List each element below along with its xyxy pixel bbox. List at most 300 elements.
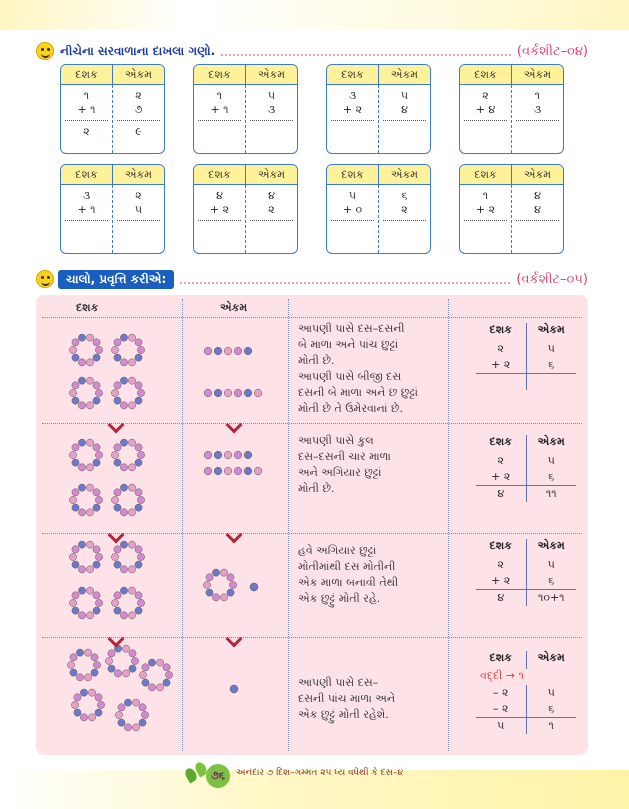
addition-table <box>193 164 298 254</box>
units-2: ૪ <box>401 103 408 116</box>
bead <box>80 714 87 721</box>
calc-tens-head: દશક <box>476 323 527 341</box>
col-tens-label: દશક <box>460 65 512 84</box>
bead <box>135 561 142 568</box>
calc-units: ૫ <box>547 558 555 571</box>
bead <box>74 694 81 701</box>
col-tens-label: દશક <box>61 65 113 84</box>
text-line: દસ–દસની ચાર માળા <box>298 450 391 463</box>
text-line: એક છુટ્ટું મોતી રહે. <box>298 592 381 605</box>
units-2: ૪ <box>534 203 541 216</box>
bead <box>86 509 93 516</box>
bead <box>137 346 144 353</box>
bead <box>93 354 100 361</box>
units-2: ૩ <box>267 103 276 116</box>
col-tens-label: દશક <box>194 165 246 184</box>
bead <box>120 359 127 366</box>
section1-title: નીચેના સરવાળાના દાખલા ગણો. <box>60 43 216 58</box>
bead <box>203 581 210 588</box>
bead <box>72 397 79 404</box>
chevron-down-icon <box>110 423 124 431</box>
units-1: ૪ <box>534 189 541 202</box>
tens-2: + ૧ <box>77 103 96 116</box>
col-units-label: એકમ <box>523 168 552 181</box>
bead <box>86 587 93 594</box>
bead <box>124 699 131 706</box>
text-line: આપણી પાસે કુલ <box>298 434 374 447</box>
bead <box>214 467 222 475</box>
text-line: આપણી પાસે દસ–દસની <box>298 322 405 335</box>
bead <box>105 657 112 664</box>
bead <box>72 489 79 496</box>
bead <box>254 389 262 397</box>
units-1: ૨ <box>135 89 142 102</box>
bead <box>142 679 149 686</box>
bead <box>214 451 222 459</box>
addition-table <box>193 64 298 154</box>
tens-1: ૧ <box>216 89 223 102</box>
bead <box>72 339 79 346</box>
calc-tens: ૪ <box>476 486 527 502</box>
bead <box>114 592 121 599</box>
bead <box>84 649 91 656</box>
calc-tens: ૨ <box>476 453 527 469</box>
bead <box>220 594 227 601</box>
bead <box>139 671 146 678</box>
bead <box>234 467 242 475</box>
tens-1: ૧ <box>83 89 90 102</box>
calc-tens <box>476 374 527 390</box>
chevron-down-icon <box>110 637 124 645</box>
calc-units: ૬ <box>548 574 555 587</box>
calc-tens-head: દશક <box>476 651 527 669</box>
calc-units <box>527 374 577 390</box>
bead <box>86 439 93 446</box>
bead <box>120 402 127 409</box>
bead <box>156 684 163 691</box>
bead <box>224 389 232 397</box>
bead <box>120 587 127 594</box>
smiley-icon <box>36 270 54 288</box>
tens-1: ૧ <box>482 189 489 202</box>
bead <box>70 669 77 676</box>
top-band <box>0 0 629 30</box>
section2-header <box>36 268 588 290</box>
bead <box>93 661 100 668</box>
head-units: એકમ <box>220 301 248 314</box>
bead <box>120 484 127 491</box>
bead <box>95 451 102 458</box>
bead <box>163 679 170 686</box>
bead <box>76 674 83 681</box>
bead <box>72 459 79 466</box>
bead <box>128 439 135 446</box>
bead <box>165 671 172 678</box>
bead <box>95 346 102 353</box>
bead <box>88 689 95 696</box>
col-units-label: એકમ <box>390 68 419 81</box>
bead <box>78 359 85 366</box>
calc-tens: + ૨ <box>476 469 527 485</box>
calc-units: ૧૦+૧ <box>537 591 565 604</box>
units-2: ૭ <box>134 103 143 116</box>
bead <box>132 699 139 706</box>
text-line: આપણી પાસે બીજી દસ <box>298 370 402 383</box>
worksheet-label-04: (વર્કશીટ–૦૪) <box>516 43 588 59</box>
units-1: ૬ <box>401 189 408 202</box>
bead <box>86 334 93 341</box>
bead <box>69 496 76 503</box>
bead <box>95 389 102 396</box>
bead <box>93 561 100 568</box>
bead <box>86 541 93 548</box>
col-units-label: એકમ <box>124 68 153 81</box>
text-line: બે માળા અને પાંચ છુટ્ટાં <box>298 338 399 351</box>
bead <box>204 347 212 355</box>
text-line: આપણી પાસે દસ– <box>298 676 379 689</box>
bead <box>214 389 222 397</box>
bead <box>128 402 135 409</box>
tens-2: + ૨ <box>209 203 230 216</box>
bead <box>78 509 85 516</box>
bead <box>97 701 104 708</box>
bead <box>72 354 79 361</box>
units-2: ૩ <box>533 103 542 116</box>
bead <box>212 594 219 601</box>
text-line: એક છુટ્ટું મોતી રહેશે. <box>298 708 389 721</box>
units-1: ૫ <box>400 89 409 102</box>
activity-text <box>298 321 458 417</box>
col-units-label: એકમ <box>257 68 286 81</box>
bead <box>227 589 234 596</box>
bead <box>214 347 222 355</box>
bead <box>135 382 142 389</box>
calc-tens: ૨ <box>476 557 527 573</box>
bead <box>148 684 155 691</box>
text-line: મોતી છે તે ઉમેરવાનાં છે. <box>298 402 403 415</box>
bead <box>114 339 121 346</box>
bead <box>80 689 87 696</box>
place-value-calc <box>476 435 576 502</box>
col-tens-label: દશક <box>61 165 113 184</box>
bead <box>84 674 91 681</box>
bead <box>72 607 79 614</box>
bead <box>93 546 100 553</box>
bead <box>114 354 121 361</box>
chevron-down-icon <box>228 533 242 541</box>
col-tens-label: દશક <box>460 165 512 184</box>
tens-1: ૪ <box>216 189 223 202</box>
calc-units-head: એકમ <box>537 539 565 552</box>
bead <box>70 654 77 661</box>
addition-table <box>326 164 431 254</box>
tens-2: + ૧ <box>77 203 96 216</box>
place-value-calc <box>476 323 576 390</box>
bead <box>128 566 135 573</box>
bead <box>78 566 85 573</box>
section1-header <box>36 40 588 62</box>
bead <box>114 444 121 451</box>
bead <box>91 669 98 676</box>
bead <box>141 711 148 718</box>
calc-tens: + ૨ <box>476 357 527 373</box>
calc-units: ૧૧ <box>545 487 557 500</box>
bead <box>135 504 142 511</box>
bead <box>206 589 213 596</box>
chevron-down-icon <box>110 533 124 541</box>
bead <box>128 541 135 548</box>
tens-2: + ૪ <box>475 103 496 116</box>
calc-units: ૧ <box>548 719 554 732</box>
calc-units: ૫ <box>547 686 555 699</box>
head-tens: દશક <box>76 301 99 314</box>
tens-1: ૩ <box>82 189 91 202</box>
bead <box>229 581 236 588</box>
bead <box>93 607 100 614</box>
bead <box>86 566 93 573</box>
bead <box>139 704 146 711</box>
bead <box>78 587 85 594</box>
text-line: એક માળા બનાવી તેથી <box>298 576 399 589</box>
tens-2: + ૨ <box>475 203 496 216</box>
bead <box>132 724 139 731</box>
bead <box>148 659 155 666</box>
calc-units: ૬ <box>548 702 555 715</box>
bead <box>135 607 142 614</box>
tens-answer[interactable]: ૨ <box>83 125 90 138</box>
bead <box>163 664 170 671</box>
bead <box>212 569 219 576</box>
bead <box>72 504 79 511</box>
bead <box>156 659 163 666</box>
bead <box>111 346 118 353</box>
bead <box>72 444 79 451</box>
chevron-down-icon <box>228 637 242 645</box>
chevron-down-icon <box>228 423 242 431</box>
bead <box>137 599 144 606</box>
bead <box>114 382 121 389</box>
bead <box>69 346 76 353</box>
bead <box>88 714 95 721</box>
bead <box>250 583 258 591</box>
bead <box>224 347 232 355</box>
bead <box>135 339 142 346</box>
bead <box>114 459 121 466</box>
activity-panel <box>36 295 588 755</box>
units-1: ૨ <box>135 189 142 202</box>
bead <box>93 489 100 496</box>
bead <box>93 382 100 389</box>
bead <box>95 553 102 560</box>
tens-1: ૩ <box>348 89 357 102</box>
bead <box>131 657 138 664</box>
calc-units: ૫ <box>547 342 555 355</box>
bead <box>86 484 93 491</box>
calc-tens: ૨ <box>476 341 527 357</box>
bead <box>114 489 121 496</box>
units-2: ૫ <box>134 203 143 216</box>
bead <box>135 592 142 599</box>
bead <box>95 496 102 503</box>
bead <box>254 467 262 475</box>
col-tens-label: દશક <box>327 65 379 84</box>
bead <box>230 685 238 693</box>
bead <box>72 592 79 599</box>
bead <box>224 451 232 459</box>
bead <box>234 451 242 459</box>
calc-units-head: એકમ <box>537 651 565 664</box>
bead <box>115 711 122 718</box>
calc-units-head: એકમ <box>537 323 565 336</box>
bead <box>114 670 121 677</box>
bead <box>69 553 76 560</box>
bead <box>120 541 127 548</box>
tens-1: ૫ <box>348 189 357 202</box>
bead <box>95 599 102 606</box>
units-2: ૨ <box>401 203 408 216</box>
bead <box>111 599 118 606</box>
col-tens-label: દશક <box>327 165 379 184</box>
bead <box>224 467 232 475</box>
bead <box>78 402 85 409</box>
place-value-calc <box>476 651 576 734</box>
smiley-icon <box>36 42 54 60</box>
bead <box>93 504 100 511</box>
units-1: ૧ <box>534 89 541 102</box>
bead <box>93 459 100 466</box>
bead <box>135 489 142 496</box>
bead <box>139 719 146 726</box>
bead <box>86 377 93 384</box>
place-value-calc <box>476 539 576 606</box>
text-line: મોતી છે. <box>298 354 335 367</box>
bead <box>69 599 76 606</box>
bead <box>122 670 129 677</box>
bead <box>122 645 129 652</box>
activity-text <box>298 433 458 497</box>
bead <box>128 612 135 619</box>
bead <box>137 496 144 503</box>
bead <box>67 661 74 668</box>
bead <box>124 724 131 731</box>
bead <box>114 397 121 404</box>
bead <box>120 612 127 619</box>
addition-table <box>459 64 564 154</box>
bead <box>69 451 76 458</box>
calc-units: ૬ <box>548 358 555 371</box>
bead <box>129 665 136 672</box>
bead <box>206 574 213 581</box>
col-units-label: એકમ <box>257 168 286 181</box>
calc-units-head: એકમ <box>537 435 565 448</box>
bead <box>78 334 85 341</box>
units-1: ૫ <box>267 89 276 102</box>
bead <box>120 377 127 384</box>
text-line: દસની બે માળા અને છ છુટ્ટાં <box>298 386 418 399</box>
bead <box>135 459 142 466</box>
bead <box>120 566 127 573</box>
bead <box>111 553 118 560</box>
bead <box>234 347 242 355</box>
bead <box>128 484 135 491</box>
bead <box>72 382 79 389</box>
bead <box>128 587 135 594</box>
bead <box>114 561 121 568</box>
bead <box>86 464 93 471</box>
bead <box>244 389 252 397</box>
bead <box>78 377 85 384</box>
bead <box>76 649 83 656</box>
bead <box>114 546 121 553</box>
bead <box>120 509 127 516</box>
bead <box>220 569 227 576</box>
col-units-label: એકમ <box>390 168 419 181</box>
worksheet-label-05: (વર્કશીટ–૦૫) <box>516 271 588 287</box>
addition-table <box>60 64 165 154</box>
bead <box>93 592 100 599</box>
calc-units: ૬ <box>548 470 555 483</box>
bead <box>111 451 118 458</box>
calc-tens: ૫ <box>476 718 527 734</box>
bead <box>135 546 142 553</box>
text-line: દસની પાંચ માળા અને <box>298 692 396 705</box>
calc-tens: – ૨ <box>476 701 527 717</box>
bead <box>78 484 85 491</box>
bead <box>91 654 98 661</box>
page-number: ૭૬ <box>206 764 230 788</box>
bead <box>95 709 102 716</box>
text-line: મોતી છે. <box>298 482 335 495</box>
bead <box>128 359 135 366</box>
bead <box>128 377 135 384</box>
bead <box>108 665 115 672</box>
addition-table <box>326 64 431 154</box>
col-tens-label: દશક <box>194 65 246 84</box>
bead <box>244 347 252 355</box>
bead <box>93 444 100 451</box>
tens-2: + ૦ <box>342 203 363 216</box>
tens-1: ૨ <box>482 89 489 102</box>
bead <box>137 389 144 396</box>
bead <box>78 439 85 446</box>
addition-table <box>459 164 564 254</box>
bead <box>137 553 144 560</box>
carry-label: વદ્દી → ૧ <box>480 669 524 682</box>
bead <box>128 509 135 516</box>
bead <box>93 339 100 346</box>
bead <box>129 650 136 657</box>
bead <box>71 701 78 708</box>
bead <box>128 464 135 471</box>
bead <box>137 451 144 458</box>
bead <box>72 546 79 553</box>
bead <box>234 389 242 397</box>
bead <box>227 574 234 581</box>
calc-tens: – ૨ <box>476 685 527 701</box>
bead <box>142 664 149 671</box>
text-line: મોતીમાંથી દસ મોતીની <box>298 560 396 573</box>
units-1: ૪ <box>268 189 275 202</box>
units-answer[interactable]: ૯ <box>135 125 142 138</box>
bead <box>135 354 142 361</box>
bead <box>78 612 85 619</box>
calc-units: ૫ <box>547 454 555 467</box>
calc-tens-head: દશક <box>476 435 527 453</box>
bead <box>86 359 93 366</box>
units-2: ૨ <box>268 203 275 216</box>
bead <box>118 719 125 726</box>
footer-text: અનંદાર ૭ દિશ–ગમ્મત ૨૫ ધ્ય વધેથી કે દસ–૪ <box>236 768 404 778</box>
